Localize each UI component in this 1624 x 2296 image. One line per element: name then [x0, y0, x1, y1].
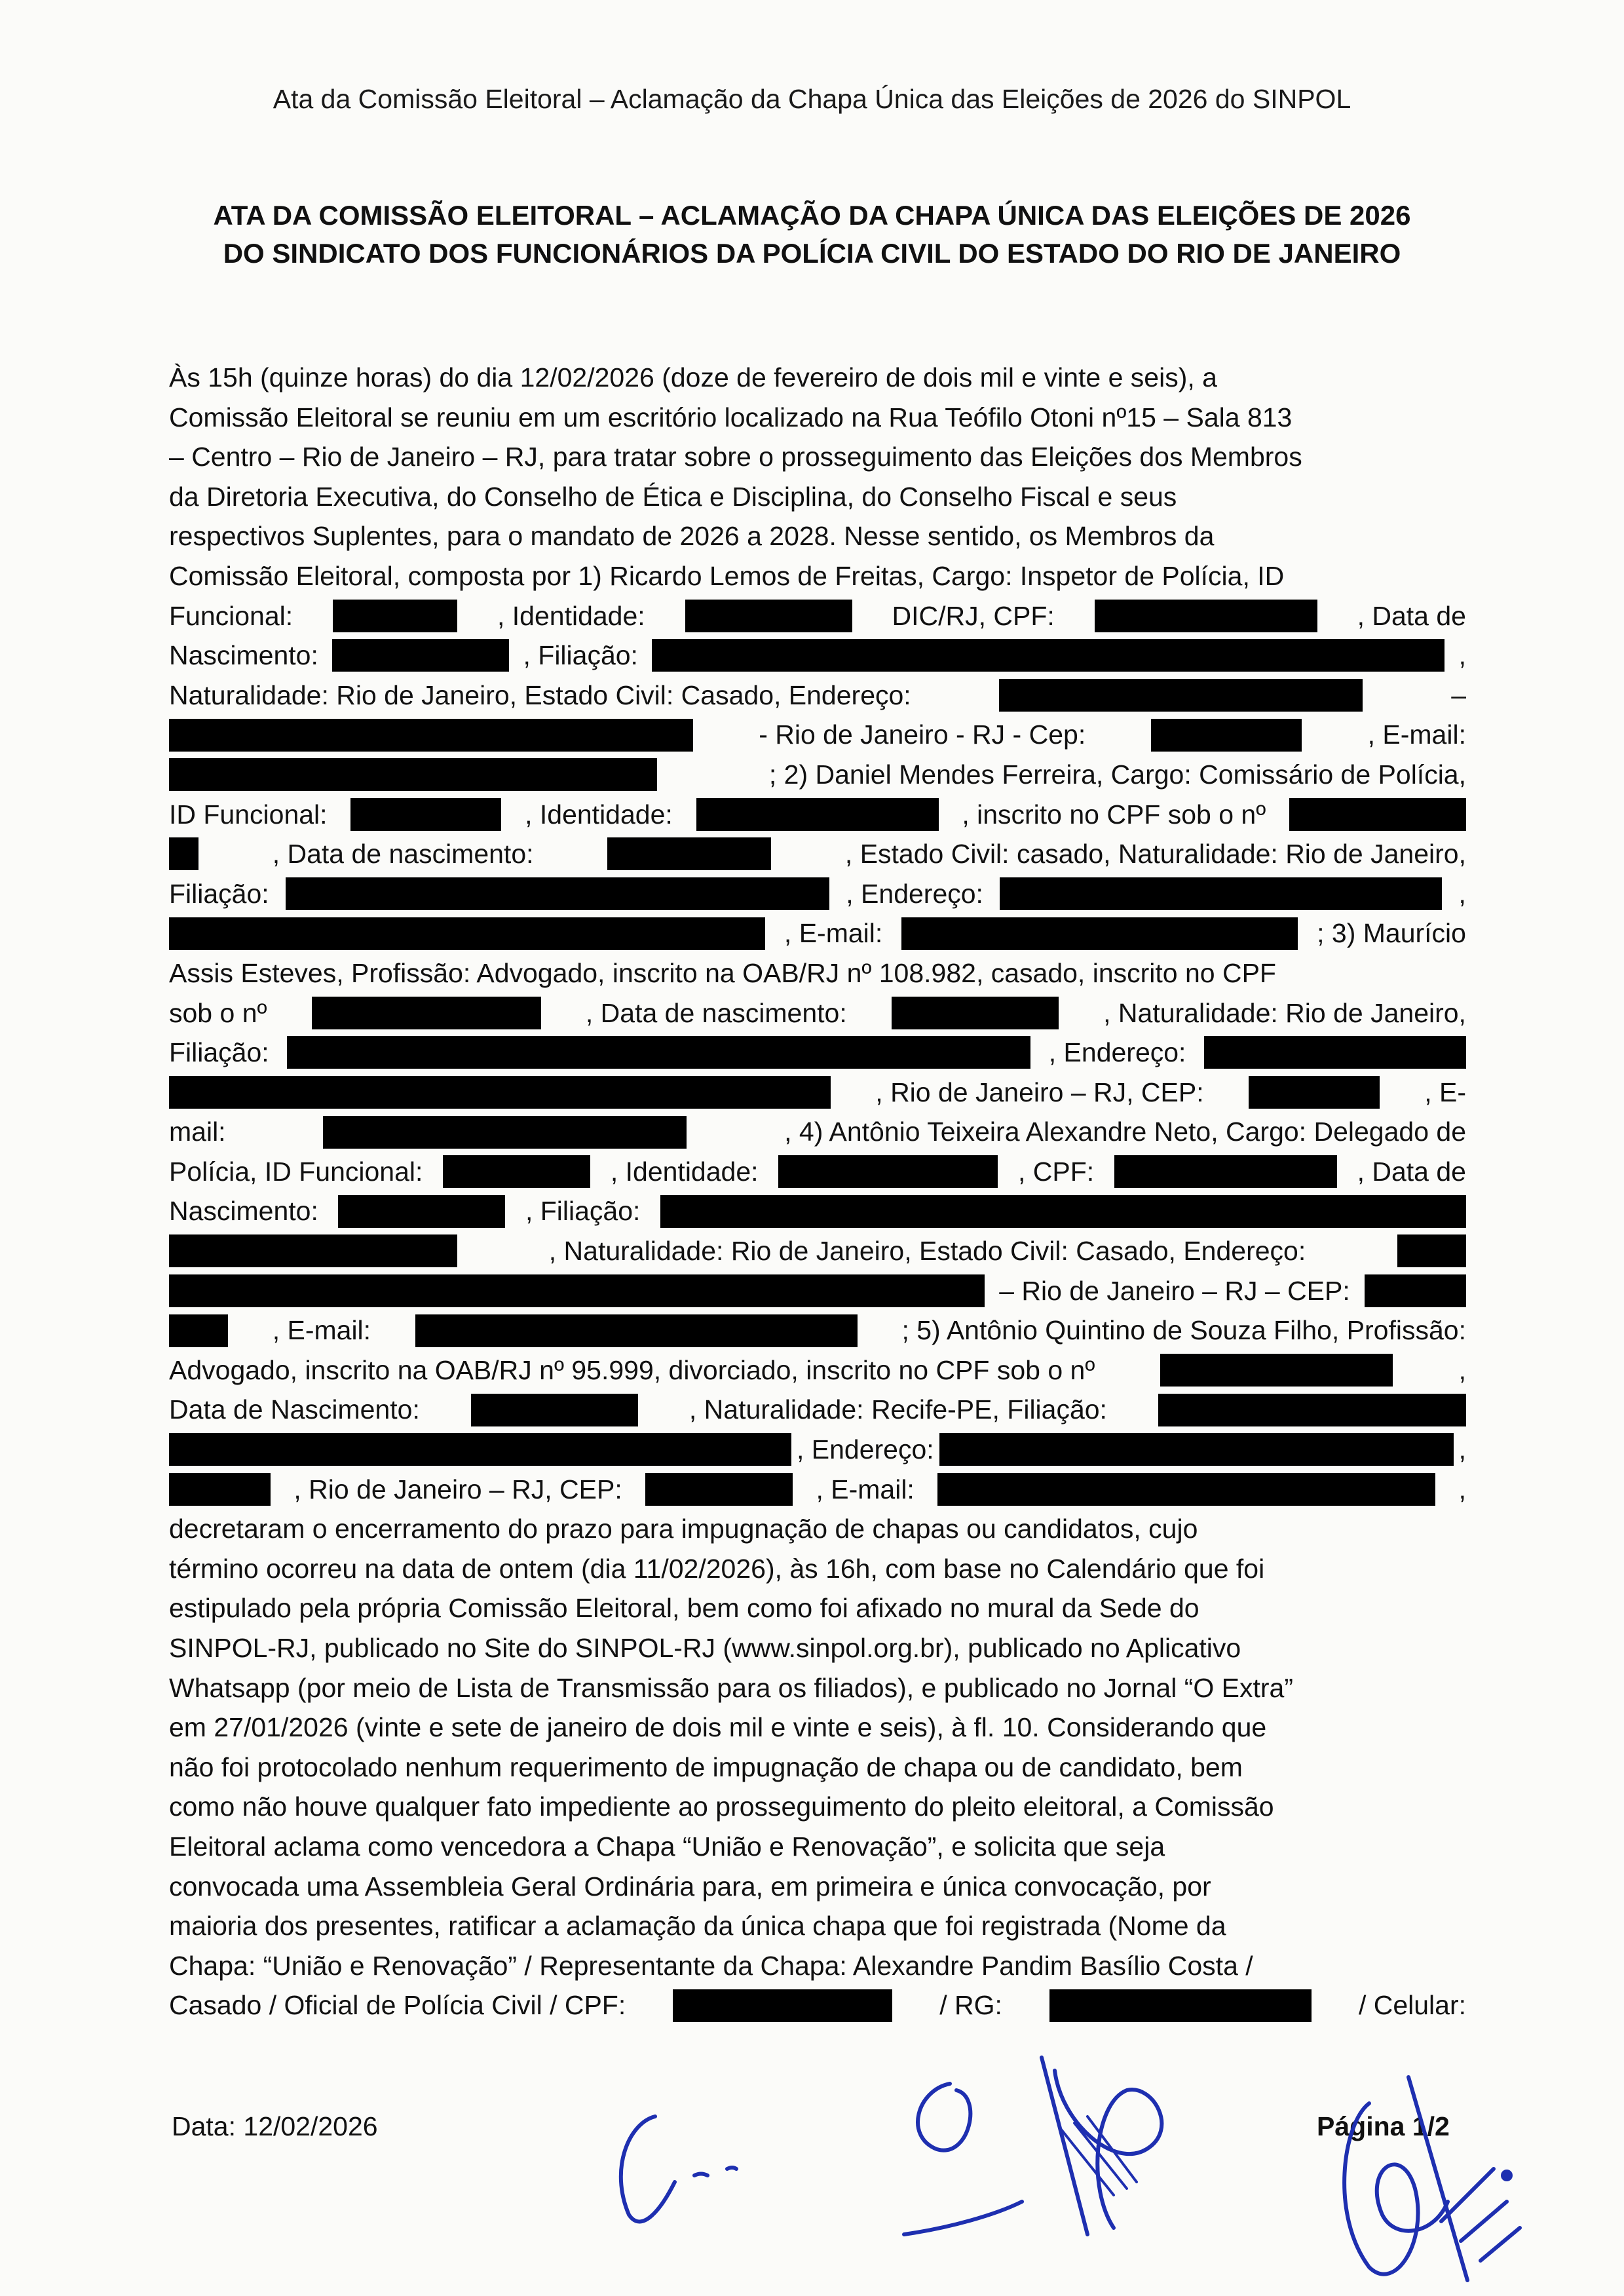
body-line: – Centro – Rio de Janeiro – RJ, para tratar sobre o prosseguimento das Eleições dos Membros — [169, 442, 1302, 472]
redaction-block — [169, 1433, 791, 1466]
redaction-block — [1397, 1234, 1466, 1267]
redaction-block — [169, 1314, 228, 1347]
redaction-block — [415, 1314, 858, 1347]
body-line: Naturalidade: Rio de Janeiro, Estado Civil: Casado, Endereço: – — [169, 676, 1466, 716]
redaction-block — [1365, 1274, 1466, 1307]
body-line: da Diretoria Executiva, do Conselho de Ética e Disciplina, do Conselho Fiscal e seus — [169, 481, 1177, 512]
redaction-block — [696, 798, 939, 831]
redaction-block — [1158, 1394, 1466, 1426]
redaction-block — [443, 1155, 590, 1188]
redaction-block — [338, 1195, 505, 1228]
redaction-block — [1000, 877, 1442, 910]
body-line: Advogado, inscrito na OAB/RJ nº 95.999, divorciado, inscrito no CPF sob o nº , — [169, 1350, 1466, 1390]
body-line: , E-mail: ; 5) Antônio Quintino de Souza Filho, Profissão: — [169, 1311, 1466, 1350]
redaction-block — [169, 1473, 271, 1506]
body-line: não foi protocolado nenhum requerimento de impugnação de chapa ou de candidato, bem — [169, 1751, 1243, 1782]
signature-dot — [1501, 2170, 1513, 2181]
redaction-block — [1160, 1354, 1393, 1387]
body-line: SINPOL-RJ, publicado no Site do SINPOL-RJ (www.sinpol.org.br), publicado no Aplicativo — [169, 1633, 1241, 1663]
redaction-block — [939, 1433, 1454, 1466]
body-line: , Data de nascimento: , Estado Civil: casado, Naturalidade: Rio de Janeiro, — [169, 834, 1466, 874]
redaction-block — [1289, 798, 1466, 831]
redaction-block — [685, 600, 852, 632]
redaction-block — [332, 639, 509, 672]
redaction-block — [169, 758, 657, 791]
body-line: ID Funcional: , Identidade: , inscrito no CPF sob o nº — [169, 795, 1466, 835]
redaction-block — [169, 1274, 985, 1307]
redaction-block — [999, 679, 1363, 712]
body-line: Polícia, ID Funcional: , Identidade: , CPF: , Data de — [169, 1152, 1466, 1192]
redaction-block — [169, 719, 693, 752]
body-line: Eleitoral aclama como vencedora a Chapa “União e Renovação”, e solicita que seja — [169, 1831, 1165, 1862]
page-number: Página 1/2 — [1317, 2111, 1450, 2141]
body-line: Filiação: , Endereço: — [169, 1033, 1466, 1073]
redaction-block — [645, 1473, 793, 1506]
body-line: Funcional: , Identidade: DIC/RJ, CPF: , Data de — [169, 596, 1466, 636]
body-line: sob o nº , Data de nascimento: , Naturalidade: Rio de Janeiro, — [169, 993, 1466, 1033]
body-line: como não houve qualquer fato impediente ao prosseguimento do pleito eleitoral, a Comissão — [169, 1791, 1274, 1822]
signature-1 — [621, 2116, 736, 2221]
redaction-block — [471, 1394, 638, 1426]
body-line: em 27/01/2026 (vinte e sete de janeiro de dois mil e vinte e seis), à fl. 10. Considerando que — [169, 1712, 1267, 1743]
body-line: Nascimento: , Filiação: — [169, 1191, 1466, 1231]
body-line: , Rio de Janeiro – RJ, CEP: , E-mail: , — [169, 1470, 1466, 1510]
redaction-block — [169, 1076, 831, 1109]
redaction-block — [1049, 1989, 1312, 2022]
redaction-block — [286, 877, 829, 910]
redaction-block — [937, 1473, 1435, 1506]
footer-date: Data: 12/02/2026 — [172, 2111, 378, 2141]
signatures — [0, 2018, 1624, 2296]
redaction-block — [169, 917, 765, 950]
body-line: Comissão Eleitoral se reuniu em um escritório localizado na Rua Teófilo Otoni nº15 – Sala 813 — [169, 402, 1293, 432]
body-line: Às 15h (quinze horas) do dia 12/02/2026 (doze de fevereiro de dois mil e vinte e seis), a — [169, 362, 1217, 392]
signature-2 — [904, 2057, 1161, 2234]
body-line: término ocorreu na data de ontem (dia 11/02/2026), às 16h, com base no Calendário que foi — [169, 1553, 1265, 1584]
running-header: Ata da Comissão Eleitoral – Aclamação da Chapa Única das Eleições de 2026 do SINPOL — [273, 84, 1351, 114]
redaction-block — [312, 997, 541, 1029]
redaction-block — [169, 837, 198, 870]
body-line: , Endereço: , — [169, 1430, 1466, 1470]
body-line: ; 2) Daniel Mendes Ferreira, Cargo: Comissário de Polícia, — [169, 755, 1466, 795]
document-body — [169, 358, 1466, 2025]
redaction-block — [901, 917, 1298, 950]
redaction-block — [652, 639, 1445, 672]
redaction-block — [169, 1234, 457, 1267]
body-line: decretaram o encerramento do prazo para impugnação de chapas ou candidatos, cujo — [169, 1514, 1198, 1544]
redaction-block — [323, 1116, 687, 1149]
title-line-1: ATA DA COMISSÃO ELEITORAL – ACLAMAÇÃO DA CHAPA ÚNICA DAS ELEIÇÕES DE 2026 — [213, 200, 1411, 231]
body-line: Filiação: , Endereço: , — [169, 874, 1466, 914]
body-line: estipulado pela própria Comissão Eleitoral, bem como foi afixado no mural da Sede do — [169, 1593, 1199, 1624]
redaction-block — [1204, 1036, 1466, 1069]
redaction-block — [660, 1195, 1466, 1228]
body-line: maioria dos presentes, ratificar a aclamação da única chapa que foi registrada (Nome da — [169, 1911, 1226, 1942]
body-line: mail: , 4) Antônio Teixeira Alexandre Neto, Cargo: Delegado de — [169, 1112, 1466, 1152]
redaction-block — [673, 1989, 892, 2022]
signature-3 — [1344, 2077, 1520, 2280]
body-line: Casado / Oficial de Polícia Civil / CPF: / RG: / Celular: — [169, 1985, 1466, 2025]
redaction-block — [607, 837, 771, 870]
body-line: convocada uma Assembleia Geral Ordinária para, em primeira e única convocação, por — [169, 1871, 1211, 1902]
body-line: Assis Esteves, Profissão: Advogado, inscrito na OAB/RJ nº 108.982, casado, inscrito no CPF — [169, 957, 1276, 988]
body-line: - Rio de Janeiro - RJ - Cep: , E-mail: — [169, 715, 1466, 755]
document-title — [118, 197, 1506, 273]
redaction-block — [1095, 600, 1317, 632]
body-line: Comissão Eleitoral, composta por 1) Ricardo Lemos de Freitas, Cargo: Inspetor de Polícia, ID — [169, 560, 1285, 591]
redaction-block — [1151, 719, 1302, 752]
body-line: Whatsapp (por meio de Lista de Transmissão para os filiados), e publicado no Jornal “O Extra” — [169, 1672, 1293, 1703]
redaction-block — [333, 600, 457, 632]
body-line: Chapa: “União e Renovação” / Representante da Chapa: Alexandre Pandim Basílio Costa / — [169, 1950, 1253, 1981]
body-line: – Rio de Janeiro – RJ – CEP: — [169, 1271, 1466, 1311]
redaction-block — [778, 1155, 998, 1188]
redaction-block — [350, 798, 501, 831]
body-line: , Rio de Janeiro – RJ, CEP: , E- — [169, 1073, 1466, 1113]
redaction-block — [1249, 1076, 1380, 1109]
redaction-block — [287, 1036, 1030, 1069]
body-line: Nascimento: , Filiação: , — [169, 636, 1466, 676]
redaction-block — [1114, 1155, 1337, 1188]
title-line-2: DO SINDICATO DOS FUNCIONÁRIOS DA POLÍCIA CIVIL DO ESTADO DO RIO DE JANEIRO — [223, 238, 1401, 269]
body-line: Data de Nascimento: , Naturalidade: Recife-PE, Filiação: — [169, 1390, 1466, 1430]
redaction-block — [892, 997, 1059, 1029]
body-line: respectivos Suplentes, para o mandato de 2026 a 2028. Nesse sentido, os Membros da — [169, 521, 1215, 552]
body-line: , Naturalidade: Rio de Janeiro, Estado Civil: Casado, Endereço: — [169, 1231, 1466, 1271]
body-line: , E-mail: ; 3) Maurício — [169, 913, 1466, 953]
